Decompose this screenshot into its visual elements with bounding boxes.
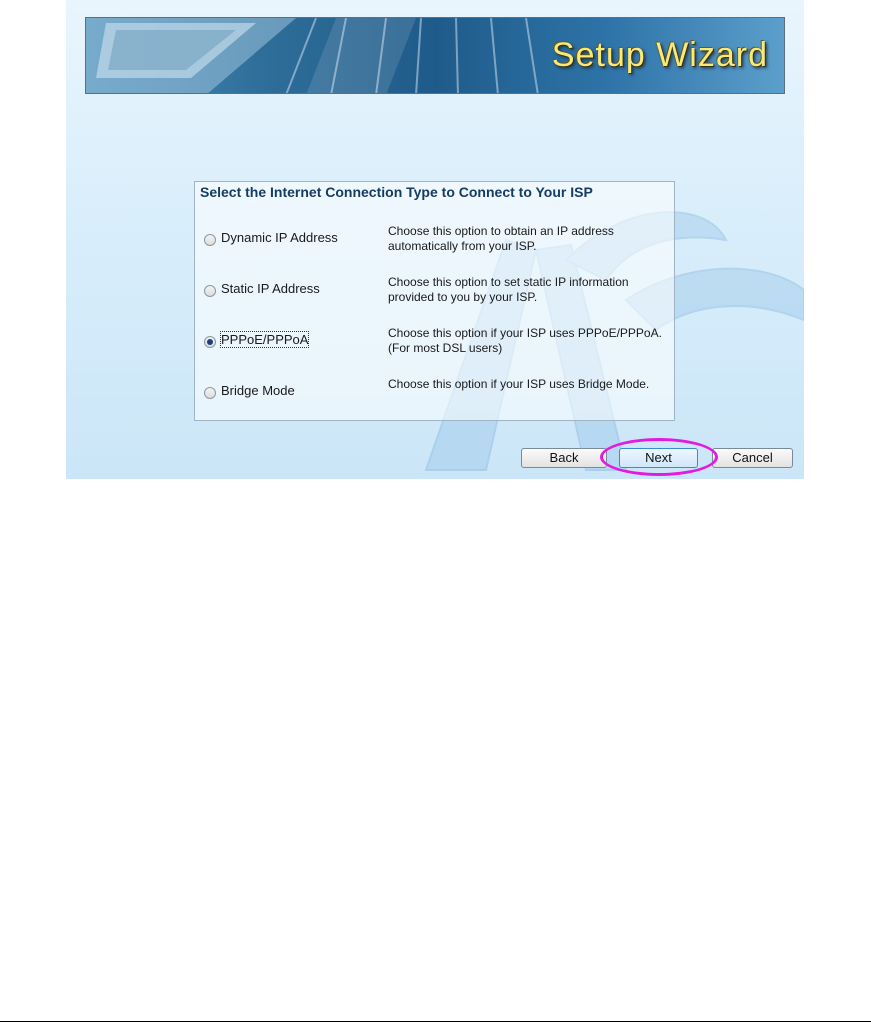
static-ip-label[interactable]: Static IP Address <box>221 281 320 296</box>
panel-heading: Select the Internet Connection Type to Connect to Your ISP <box>200 184 593 200</box>
option-static-ip <box>195 275 675 315</box>
static-ip-description: Choose this option to set static IP information provided to you by your ISP. <box>388 275 629 304</box>
setup-wizard-banner <box>85 17 785 94</box>
next-button-highlight-annotation <box>600 438 718 476</box>
back-button[interactable]: Back <box>521 448 607 468</box>
pppoe-radio[interactable] <box>204 336 216 348</box>
option-bridge-mode <box>195 377 675 417</box>
pppoe-description: Choose this option if your ISP uses PPPoE/PPPoA. (For most DSL users) <box>388 326 662 355</box>
cancel-button[interactable]: Cancel <box>712 448 793 468</box>
bridge-mode-radio[interactable] <box>204 387 216 399</box>
option-dynamic-ip <box>195 224 675 264</box>
static-ip-radio[interactable] <box>204 285 216 297</box>
page-bottom-rule <box>0 1021 871 1022</box>
dynamic-ip-description: Choose this option to obtain an IP address automatically from your ISP. <box>388 224 614 253</box>
pppoe-label[interactable]: PPPoE/PPPoA <box>221 332 309 347</box>
next-button[interactable]: Next <box>619 448 698 468</box>
connection-type-panel <box>194 181 675 421</box>
dynamic-ip-label[interactable]: Dynamic IP Address <box>221 230 338 245</box>
option-pppoe <box>195 326 675 366</box>
setup-wizard-window <box>66 0 804 479</box>
bridge-mode-label[interactable]: Bridge Mode <box>221 383 295 398</box>
banner-title: Setup Wizard <box>551 36 768 74</box>
dynamic-ip-radio[interactable] <box>204 234 216 246</box>
bridge-mode-description: Choose this option if your ISP uses Bridge Mode. <box>388 377 650 391</box>
